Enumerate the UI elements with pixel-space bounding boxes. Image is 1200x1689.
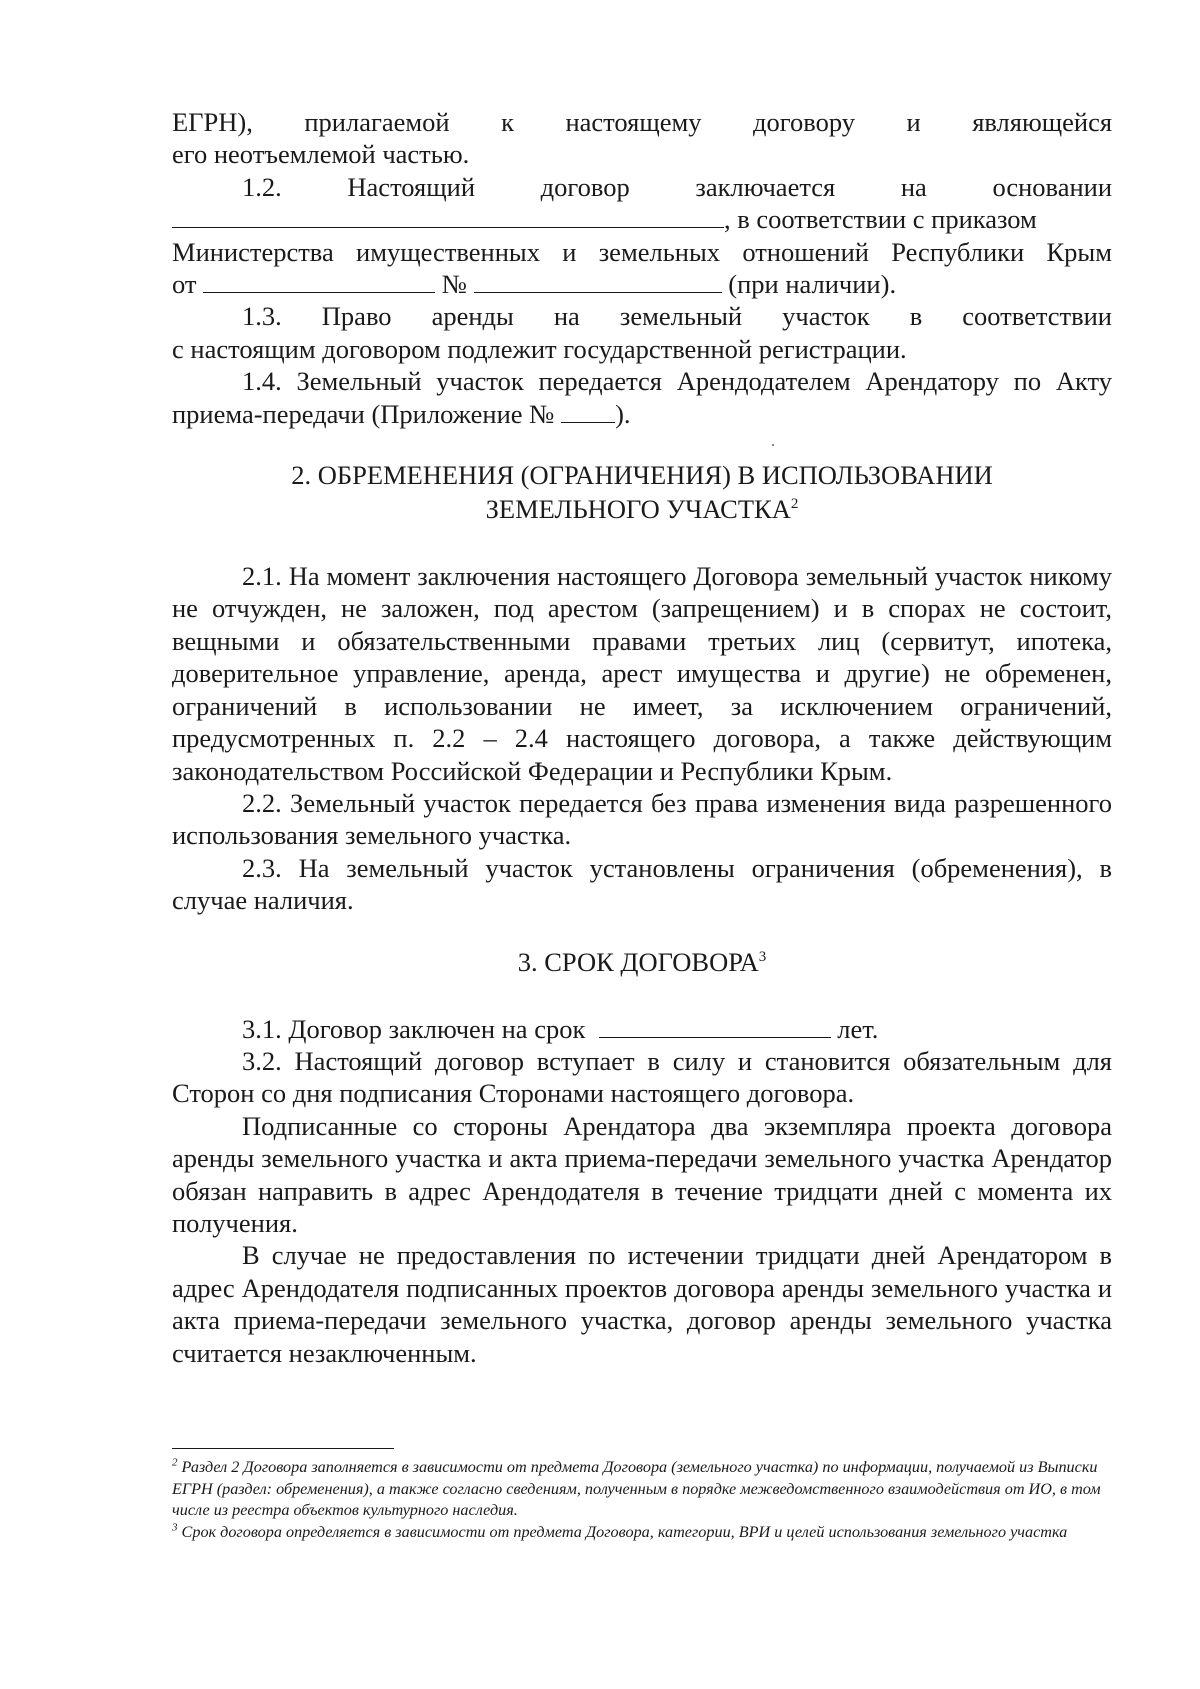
line-text: 3.1. Договор заключен на срок — [242, 1013, 586, 1044]
section-2-heading — [172, 458, 1112, 526]
paragraph-1-2-line-2 — [172, 203, 1112, 235]
scan-speck — [772, 444, 774, 446]
word: договору — [753, 107, 855, 137]
section-2-title-line-1: 2. ОБРЕМЕНЕНИЯ (ОГРАНИЧЕНИЯ) В ИСПОЛЬЗОВАНИИ — [291, 460, 993, 491]
label-from: от — [172, 269, 197, 300]
word: и — [906, 107, 921, 137]
footnote-3 — [172, 1522, 1112, 1544]
paragraph-3-3: Подписанные со стороны Арендатора два экземпляра проекта договора аренды земельного участка и акта приема-передачи земельного участка Арендатор обязан направить в адрес Арендодателя в течение тридцати дней с момента их получения. — [172, 1110, 1112, 1238]
section-3-title — [172, 945, 1112, 979]
word: Право — [321, 301, 392, 332]
word: в — [909, 301, 923, 332]
word: договор — [540, 171, 630, 202]
paragraph-1-2-line-4 — [172, 268, 1112, 300]
word: являющейся — [972, 107, 1113, 137]
line-text: (при наличии). — [728, 269, 897, 300]
paragraph-1-3-line-1 — [172, 300, 1112, 332]
word: прилагаемой — [304, 107, 450, 137]
paragraph-3-2: 3.2. Настоящий договор вступает в силу и становится обязательным для Сторон со дня подписания Сторонами настоящего договора. — [172, 1045, 1112, 1109]
blank-order-number-field[interactable] — [474, 268, 722, 293]
footnote-mark: 2 — [172, 1456, 178, 1469]
paragraph-2-2: 2.2. Земельный участок передается без права изменения вида разрешенного использования земельного участка. — [172, 787, 1112, 851]
paragraph-1-2-line-1 — [172, 171, 1112, 203]
word: на — [900, 171, 927, 202]
word: участок — [782, 301, 870, 332]
paragraph-1-1-line-2: его неотъемлемой частью. — [172, 139, 470, 170]
footnote-2 — [172, 1457, 1112, 1522]
section-2-title-line-2 — [172, 492, 1112, 526]
label-number-sign: № — [441, 269, 468, 300]
blank-term-field[interactable] — [599, 1013, 831, 1038]
paragraph-3-1 — [172, 1013, 1112, 1045]
footnote-text: Раздел 2 Договора заполняется в зависимости от предмета Договора (земельного участка) по информации, получаемой из Выписки ЕГРН (раздел: обременения), а также согласно сведениям, полученным в порядке межведомственного взаимодействия от ИО, в том числе из реестра объектов культурного наследия. — [172, 1458, 1101, 1519]
line-text: , в соответствии с приказом — [724, 204, 1037, 235]
word: Настоящий — [347, 171, 476, 202]
blank-date-field[interactable] — [203, 268, 435, 293]
line-text: приема-передачи (Приложение № — [172, 398, 555, 429]
word: 1.2. — [242, 171, 282, 202]
section-3-heading — [172, 945, 1112, 979]
blank-basis-field[interactable] — [172, 203, 724, 228]
paragraph-1-3-line-2: с настоящим договором подлежит государственной регистрации. — [172, 333, 907, 364]
word: ЕГРН), — [172, 107, 253, 137]
word: соответствии — [962, 301, 1112, 332]
paragraph-1-4-line-1: 1.4. Земельный участок передается Арендодателем Арендатору по Акту — [242, 366, 1112, 397]
blank-appendix-number-field[interactable] — [561, 398, 615, 423]
word: к — [501, 107, 514, 137]
heading-text: ЗЕМЕЛЬНОГО УЧАСТКА — [485, 494, 791, 525]
footnote-3-marker[interactable]: 3 — [758, 948, 767, 965]
paragraph-3-4: В случае не предоставления по истечении тридцати дней Арендатором в адрес Арендодателя подписанных проектов договора аренды земельного участка и акта приема-передачи земельного участка, договор аренды земельного участка считается незаключенным. — [172, 1240, 1112, 1368]
word: на — [553, 301, 580, 332]
paragraph-1-4-line-2 — [172, 398, 1112, 430]
footnote-text: Срок договора определяется в зависимости от предмета Договора, категории, ВРИ и целей использования земельного участка — [181, 1522, 1068, 1541]
paragraph-2-3: 2.3. На земельный участок установлены ограничения (обременения), в случае наличия. — [172, 852, 1112, 916]
footnote-mark: 3 — [172, 1521, 178, 1534]
footnotes-block — [172, 1448, 1112, 1543]
paragraph-1-2-line-3: Министерства имущественных и земельных отношений Республики Крым — [172, 236, 1112, 267]
footnote-2-marker[interactable]: 2 — [790, 496, 799, 513]
line-text: лет. — [837, 1013, 879, 1044]
word: основании — [992, 171, 1113, 202]
heading-text: 3. СРОК ДОГОВОРА — [517, 946, 759, 977]
document-body — [172, 106, 1112, 1369]
word: 1.3. — [242, 301, 282, 332]
paragraph-1-1-line-1 — [172, 106, 1112, 138]
word: земельный — [619, 301, 743, 332]
word: настоящему — [565, 107, 702, 137]
footnote-separator — [172, 1448, 394, 1449]
paragraph-2-1: 2.1. На момент заключения настоящего Договора земельный участок никому не отчужден, не заложен, под арестом (запрещением) и в спорах не состоит, вещными и обязательственными правами третьих лиц (сервитут, ипотека, доверительное управление, аренда, арест имущества и другие) не обременен, ограничений в использовании не имеет, за исключением ограничений, предусмотренных п. 2.2 – 2.4 настоящего договора, а также действующим законодательством Российской Федерации и Республики Крым. — [172, 561, 1112, 786]
word: аренды — [431, 301, 514, 332]
word: заключается — [695, 171, 836, 202]
line-text: ). — [615, 398, 631, 429]
